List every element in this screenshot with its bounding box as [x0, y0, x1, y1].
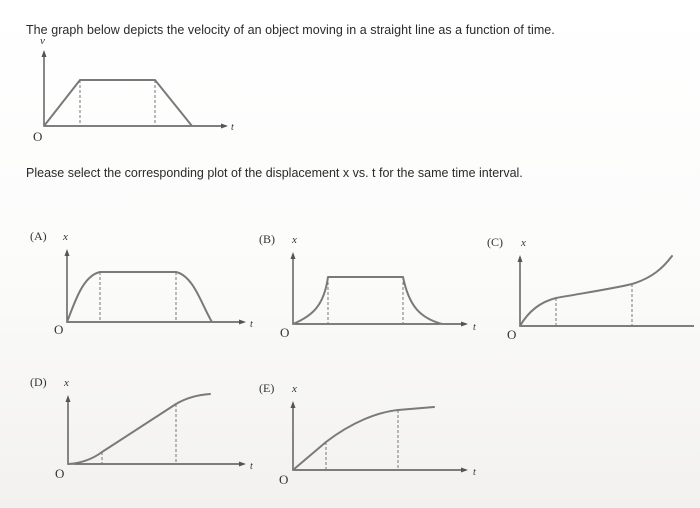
option-d-x-label: t: [250, 461, 253, 472]
velocity-x-arrow-icon: [221, 124, 228, 129]
option-d-y-arrow-icon: [66, 395, 71, 402]
velocity-y-arrow-icon: [42, 50, 47, 57]
option-e-curve: [293, 407, 434, 470]
velocity-x-label: t: [231, 122, 234, 133]
option-b-x-label: t: [473, 322, 476, 333]
option-a-x-arrow-icon: [239, 320, 246, 325]
velocity-curve: [44, 80, 192, 126]
option-e-y-arrow-icon: [291, 401, 296, 408]
option-b-curve: [293, 277, 442, 324]
question-text: The graph below depicts the velocity of an object moving in a straight line as a function of time.: [26, 23, 555, 37]
option-a-x-label: t: [250, 319, 253, 330]
option-b-label: (B): [259, 232, 275, 246]
option-d-x-arrow-icon: [239, 462, 246, 467]
option-e-origin-label: O: [279, 472, 289, 487]
option-a-y-arrow-icon: [65, 249, 70, 256]
option-d-graph[interactable]: [30, 375, 253, 481]
velocity-origin-label: O: [33, 129, 43, 144]
option-d-curve: [68, 394, 210, 464]
option-c-graph[interactable]: [487, 235, 694, 342]
option-a-origin-label: O: [54, 322, 64, 337]
option-c-y-label: x: [521, 237, 526, 249]
option-a-graph[interactable]: [30, 229, 253, 337]
velocity-y-label: v: [40, 35, 45, 47]
option-a-label: (A): [30, 229, 47, 243]
option-c-origin-label: O: [507, 327, 517, 342]
prompt-text: Please select the corresponding plot of the displacement x vs. t for the same time interval.: [26, 166, 523, 180]
option-b-origin-label: O: [280, 325, 290, 340]
option-e-label: (E): [259, 381, 275, 395]
option-a-y-label: x: [63, 231, 68, 243]
option-e-y-label: x: [292, 383, 297, 395]
option-b-x-arrow-icon: [461, 322, 468, 327]
option-c-y-arrow-icon: [518, 255, 523, 262]
option-a-curve: [67, 272, 212, 322]
option-c-label: (C): [487, 235, 503, 249]
velocity-graph: [33, 35, 234, 144]
option-c-curve: [520, 256, 672, 326]
option-b-y-label: x: [292, 234, 297, 246]
option-e-x-arrow-icon: [461, 468, 468, 473]
option-b-y-arrow-icon: [291, 252, 296, 259]
option-d-y-label: x: [64, 377, 69, 389]
option-e-graph[interactable]: [259, 381, 476, 487]
option-d-origin-label: O: [55, 466, 65, 481]
option-b-graph[interactable]: [259, 232, 476, 340]
option-d-label: (D): [30, 375, 47, 389]
option-e-x-label: t: [473, 467, 476, 478]
